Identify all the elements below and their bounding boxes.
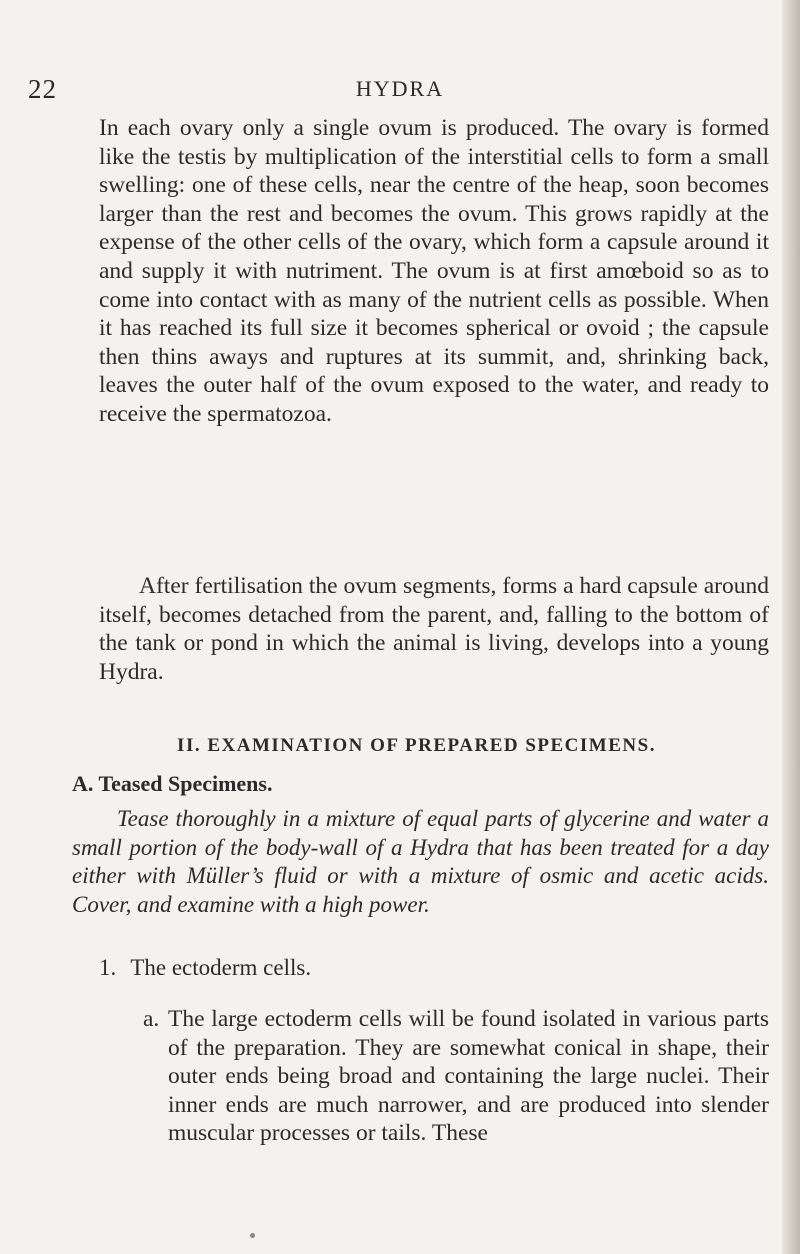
instruction-paragraph: Tease thoroughly in a mixture of equal parts of glycerine and water a small portion of the body-wall of a Hydra that has been treated for a day either with Müller’s fluid or with a mixture of osmic and acetic acids. Cover, and examine with a high power. [72,806,769,917]
list-item-large-ectoderm-cells [143,1005,769,1148]
subheading-teased-specimens: A. Teased Specimens. [72,771,273,796]
section-heading: II. EXAMINATION OF PREPARED SPECIMENS. [177,735,656,756]
list-item-label: The ectoderm cells. [130,955,312,980]
page-edge [782,0,800,1254]
list-item-text: The large ectoderm cells will be found isolated in various parts of the preparation. They are somewhat conical in shape, their outer ends being broad and containing the large nuclei. Their inner ends are much narrower, and are produced into slender muscular processes or tails. These [168,1006,769,1147]
list-item-ectoderm [99,955,311,981]
paragraph-ovum-formation: In each ovary only a single ovum is produced. The ovary is formed like the testis by multiplication of the interstitial cells to form a small swelling: one of these cells, near the centre of the heap, soon becomes larger than the rest and becomes the ovum. This grows rapidly at the expense of the other cells of the ovary, which form a capsule around it and supply it with nutriment. The ovum is at first amœboid so as to come into contact with as many of the nutrient cells as possible. When it has reached its full size it becomes spherical or ovoid ; the capsule then thins aways and ruptures at its summit, and, shrinking back, leaves the outer half of the ovum exposed to the water, and ready to receive the spermatozoa. [99,115,769,427]
list-item-marker: a. [143,1006,160,1032]
list-item-number: 1. [99,955,117,980]
paragraph-fertilisation: After fertilisation the ovum segments, forms a hard capsule around itself, becomes detached from the parent, and, falling to the bottom of the tank or pond in which the animal is living, develops into a young Hydra. [99,573,769,685]
running-head [0,74,800,104]
ink-spot [250,1233,255,1238]
running-title: HYDRA [355,76,445,101]
page-number: 22 [28,74,57,104]
